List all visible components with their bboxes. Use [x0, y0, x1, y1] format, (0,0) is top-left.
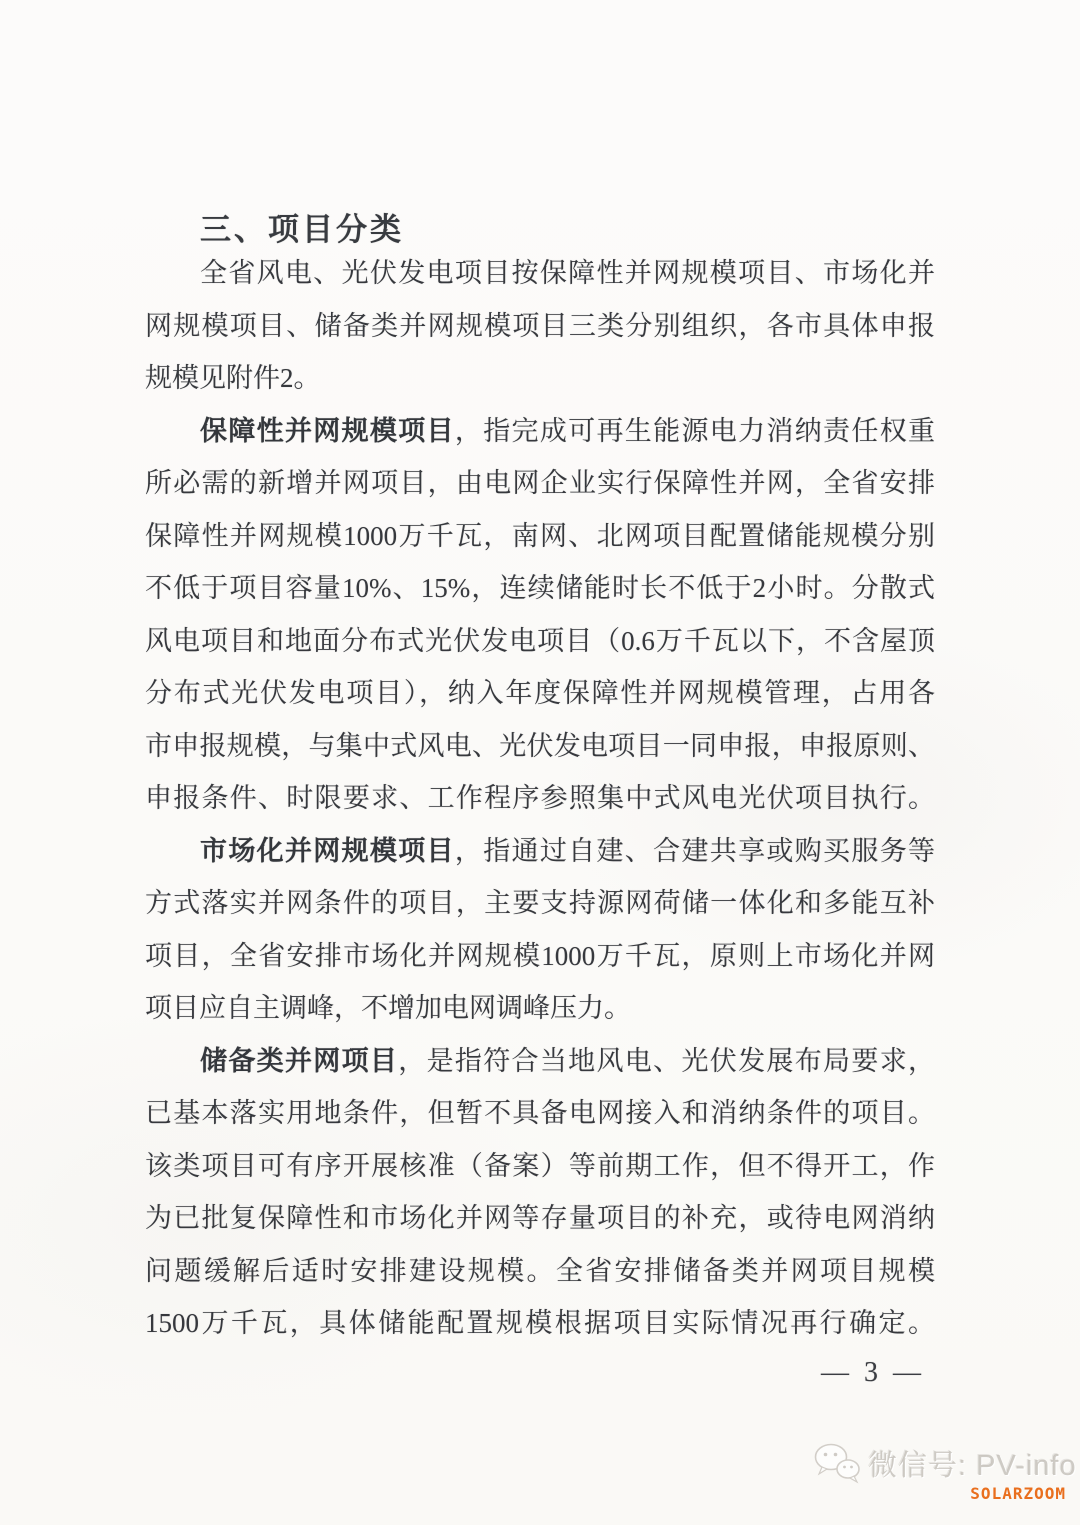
text-line	[145, 772, 935, 825]
text-line	[145, 405, 935, 458]
text-line	[145, 562, 935, 615]
text-line	[145, 667, 935, 720]
line-text: 问题缓解后适时安排建设规模。全省安排储备类并网项目规模	[145, 1255, 935, 1286]
text-line	[145, 720, 935, 773]
line-text: 市申报规模，与集中式风电、光伏发电项目一同申报，申报原则、	[145, 730, 935, 761]
text-line	[145, 1035, 935, 1088]
line-text: 全省风电、光伏发电项目按保障性并网规模项目、市场化并	[200, 258, 935, 288]
text-line	[145, 247, 935, 300]
solarzoom-logo: SOLARZOOM	[970, 1484, 1066, 1503]
line-text: 分布式光伏发电项目），纳入年度保障性并网规模管理，占用各	[145, 678, 935, 708]
line-text: 项目应自主调峰，不增加电网调峰压力。	[145, 993, 631, 1023]
text-line	[145, 510, 935, 563]
wechat-id-label: 微信号: PV-info	[868, 1449, 1077, 1482]
text-line	[145, 930, 935, 983]
wechat-watermark-row	[812, 1440, 1077, 1486]
lead-text: 保障性并网规模项目	[200, 415, 455, 446]
line-text: 方式落实并网条件的项目，主要支持源网荷储一体化和多能互补	[145, 888, 935, 918]
line-text: 不低于项目容量10%、15%，连续储能时长不低于2小时。分散式	[145, 573, 935, 603]
text-line	[145, 457, 935, 510]
line-text: 所必需的新增并网项目，由电网企业实行保障性并网，全省安排	[145, 468, 935, 498]
lead-text: 市场化并网规模项目	[200, 835, 455, 866]
text-line	[145, 825, 935, 878]
line-text: 风电项目和地面分布式光伏发电项目（0.6万千瓦以下，不含屋顶	[145, 625, 935, 656]
lead-text: 储备类并网项目	[200, 1045, 399, 1076]
line-text: 1500万千瓦，具体储能配置规模根据项目实际情况再行确定。	[145, 1308, 935, 1338]
text-line	[145, 982, 935, 1035]
text-line	[145, 1140, 935, 1193]
text-line	[145, 1297, 935, 1350]
text-line	[145, 1245, 935, 1298]
line-text: ，指完成可再生能源电力消纳责任权重	[454, 415, 935, 446]
text-line	[145, 1087, 935, 1140]
line-text: 该类项目可有序开展核准（备案）等前期工作，但不得开工，作	[145, 1150, 935, 1181]
text-line	[145, 877, 935, 930]
wechat-icon	[812, 1440, 862, 1486]
line-text: ，指通过自建、合建共享或购买服务等	[454, 835, 935, 866]
page-number: — 3 —	[821, 1357, 925, 1388]
section-heading: 三、项目分类	[200, 212, 404, 247]
watermark	[812, 1440, 1077, 1510]
line-text: 规模见附件2。	[145, 363, 321, 393]
text-line	[145, 615, 935, 668]
line-text: ，是指符合当地风电、光伏发展布局要求，	[398, 1045, 935, 1076]
text-line	[145, 1192, 935, 1245]
line-text: 申报条件、时限要求、工作程序参照集中式风电光伏项目执行。	[145, 783, 935, 813]
text-line	[145, 300, 935, 353]
line-text: 网规模项目、储备类并网规模项目三类分别组织，各市具体申报	[145, 310, 935, 341]
line-text: 项目，全省安排市场化并网规模1000万千瓦，原则上市场化并网	[145, 940, 935, 971]
line-text: 已基本落实用地条件，但暂不具备电网接入和消纳条件的项目。	[145, 1098, 935, 1128]
document-body	[145, 247, 935, 1350]
text-line	[145, 352, 935, 405]
line-text: 保障性并网规模1000万千瓦，南网、北网项目配置储能规模分别	[145, 520, 935, 551]
line-text: 为已批复保障性和市场化并网等存量项目的补充，或待电网消纳	[145, 1203, 935, 1233]
